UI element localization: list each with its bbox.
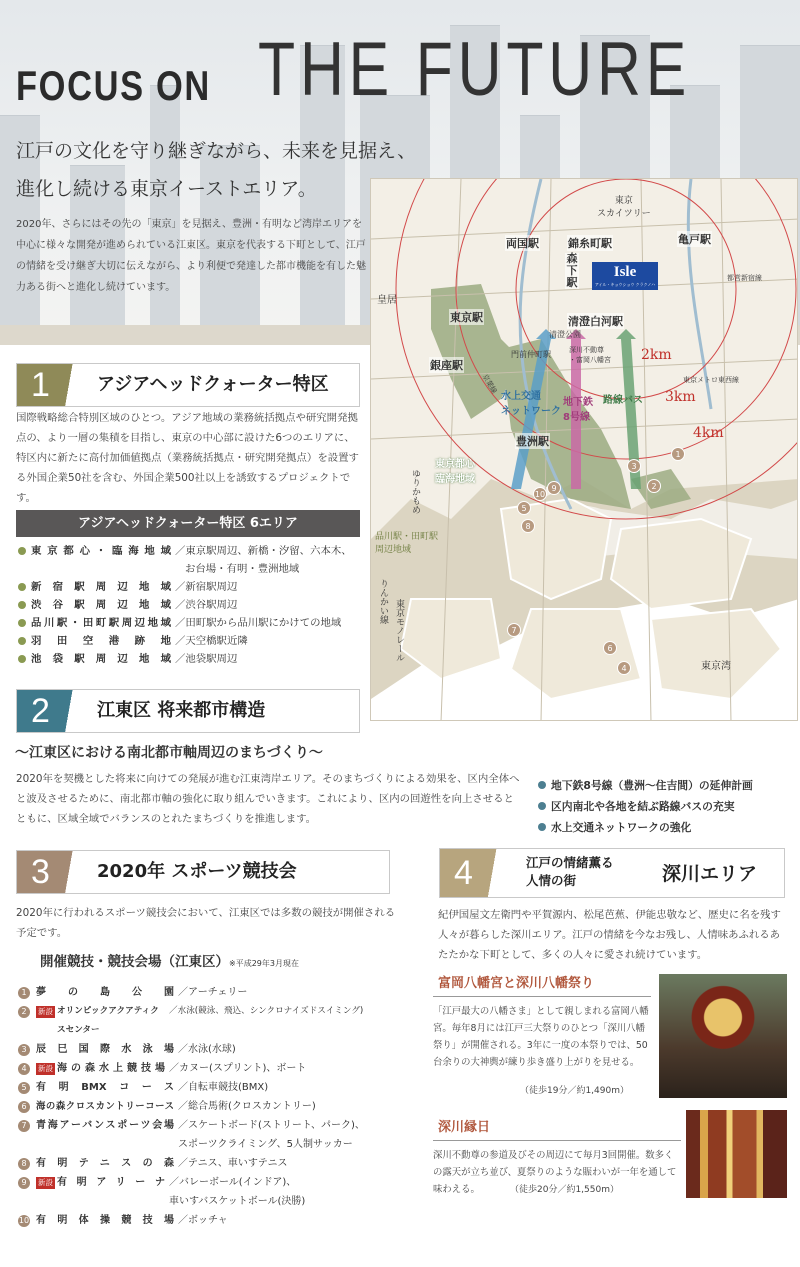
isle-property-marker [592, 262, 658, 290]
list-item: 水上交通ネットワークの強化 [538, 817, 753, 838]
section-2-bullets [538, 775, 753, 838]
new-badge: 新設 [38, 1178, 53, 1187]
label-kokyo: 皇居 [377, 295, 397, 306]
list-item: 4 新設 海の森水上競技場 ／カヌー(スプリント)、ボート [18, 1059, 378, 1078]
section-2-title: 江東区 将来都市構造 [97, 700, 266, 721]
list-item: 品川駅・田町駅周辺地域 ／田町駅から品川駅にかけての地域 [18, 614, 363, 632]
label-subway: 地下鉄 8号線 [563, 397, 593, 423]
venue-heading: 開催競技・競技会場（江東区）※平成29年3月現在 [40, 954, 299, 970]
list-item: 5 有明BMXコース ／自転車競技(BMX) [18, 1078, 378, 1097]
ennichi-body: 深川不動尊の参道及びその周辺にて毎月3回開催。数多くの露天が立ち並び、夏祭りのような賑わいが一年を通して味わえる。 [433, 1140, 681, 1198]
map-pin: 5 [517, 501, 531, 515]
map-pin: 3 [627, 459, 641, 473]
isle-logo-text: Isle [613, 264, 637, 280]
section-4-body: 紀伊国屋文左衛門や平賀源内、松尾芭蕉、伊能忠敬など、歴史に名を残す人々が暮らした深川エリア。江戸の情緒を今なお残し、人情味あふれるあたたかな下町として、多くの人々に愛され続けています。 [438, 909, 781, 961]
venue-list [18, 983, 378, 1230]
festival-photo [659, 974, 787, 1098]
label-monorail: 東京モノレール [394, 599, 404, 662]
list-item: 東京都心・臨海地域 ／東京駅周辺、新橋・汐留、六本木、 お台場・有明・豊洲地域 [18, 542, 363, 578]
ennichi-title: 深川縁日 [438, 1120, 491, 1135]
label-toei: 都営新宿線 [727, 274, 762, 282]
label-kiyosumi: 清澄白河駅 [568, 315, 623, 328]
label-morishita: 森下駅 [566, 252, 578, 289]
section-4-header [439, 848, 785, 898]
list-item: 新宿駅周辺地域 ／新宿駅周辺 [18, 578, 363, 596]
section-3-title: 2020年 スポーツ競技会 [97, 861, 297, 882]
label-skytree: 東京 スカイツリー [597, 196, 651, 219]
list-item: 6 海の森クロスカントリーコース ／総合馬術(クロスカントリー) [18, 1097, 378, 1116]
ennichi-walk: （徒歩20分／約1,550m） [510, 1185, 619, 1195]
label-bus: 路線バス [603, 395, 643, 406]
lead-line-1: 江戸の文化を守り継ぎながら、未来を見据え、 [16, 140, 417, 162]
new-badge: 新設 [38, 1007, 53, 1016]
section-2-subtitle: 〜江東区における南北都市軸周辺のまちづくり〜 [15, 745, 323, 761]
map-pin: 9 [547, 481, 561, 495]
list-item: 羽田空港跡地 ／天空橋駅近隣 [18, 632, 363, 650]
list-item: 渋谷駅周辺地域 ／渋谷駅周辺 [18, 596, 363, 614]
label-rinkai: 東京都心 臨海地域 [435, 459, 475, 485]
label-fudo: 深川不動尊 ・富岡八幡宮 [569, 346, 611, 364]
section-3-body: 2020年に行われるスポーツ競技会において、江東区では多数の競技が開催される予定です。 [16, 907, 396, 939]
section-4-title: 深川エリア [662, 863, 758, 885]
section-1-header [16, 363, 360, 407]
list-item: 9 新設 有明アリーナ ／バレーボール(インドア)、 車いすバスケットボール(決勝) [18, 1173, 378, 1211]
label-rinkaisen: りんかい線 [378, 579, 388, 624]
festival-walk: （徒歩19分／約1,490m） [520, 1086, 629, 1096]
section-2-body: 2020年を契機とした将来に向けての発展が進む江東湾岸エリア。そのまちづくりによる効果を、区内全体へと波及させるために、南北都市軸の強化に取り組んでいきます。これにより、区内の回遊性を向上させるとともに、区域全域でバランスのとれたまちづくりを推進します。 [16, 773, 520, 825]
label-shinagawa: 品川駅・田町駅 周辺地域 [375, 532, 439, 555]
list-item: 10 有明体操競技場 ／ボッチャ [18, 1215, 228, 1226]
ennichi-photo [686, 1110, 787, 1198]
map-pin: 8 [521, 519, 535, 533]
heading-the-future: THE FUTURE [258, 27, 692, 112]
festival-title: 富岡八幡宮と深川八幡祭り [438, 976, 595, 991]
heading-focus-on: FOCUS ON [16, 62, 211, 109]
list-item: 3 辰巳国際水泳場 ／水泳(水球) [18, 1040, 378, 1059]
section-3-header [16, 850, 390, 894]
section-2-number: 2 [17, 690, 79, 732]
intro-text: 2020年、さらにはその先の「東京」を見据え、豊洲・有明など湾岸エリアを中心に様々な開発が進められている江東区。東京を代表する下町として、江戸の情緒を受け継ぎ大切に伝えながら、より利便で発達した都市機能を有した魅力ある街へと進化し続けています。 [16, 219, 366, 293]
venue-note: ※平成29年3月現在 [229, 959, 299, 968]
label-tokyo: 東京駅 [450, 311, 483, 324]
list-item: 2 新設 オリンピックアクアティクスセンター ／水泳(競泳、飛込、シンクロナイズドスイミング) [18, 1002, 378, 1040]
list-item: 1 夢の島公園 ／アーチェリー [18, 983, 378, 1002]
ring-3km: 3km [665, 389, 696, 405]
list-item: 池袋駅周辺地域 ／池袋駅周辺 [18, 650, 363, 668]
list-item: 8 有明テニスの森 ／テニス、車いすテニス [18, 1154, 378, 1173]
section-2-header [16, 689, 360, 733]
new-badge: 新設 [38, 1064, 53, 1073]
label-yurikamome: ゆりかもめ [410, 469, 420, 514]
label-ginza: 銀座駅 [430, 359, 463, 372]
area-map [370, 178, 798, 721]
section-1-title: アジアヘッドクォーター特区 [97, 374, 329, 395]
map-pin: 1 [671, 447, 685, 461]
label-kinshicho: 錦糸町駅 [568, 237, 612, 250]
map-pin: 6 [603, 641, 617, 655]
lead-line-2: 進化し続ける東京イーストエリア。 [16, 178, 317, 200]
section-4-subtitle: 江戸の情緒薫る 人情の街 [526, 855, 614, 888]
label-kameido: 亀戸駅 [678, 233, 711, 246]
list-item: 7 青海アーバンスポーツ会場 ／スケートボード(ストリート、パーク)、 スポーツクライミング、5人制サッカー [18, 1116, 378, 1154]
section-3-number: 3 [17, 851, 79, 893]
label-water-network: 水上交通 ネットワーク [501, 391, 561, 417]
festival-body: 「江戸最大の八幡さま」として親しまれる富岡八幡宮。毎年8月には江戸三大祭りのひとつ「深川八幡祭り」が開催される。3年に一度の本祭りでは、50台余りの大神輿が練り歩き盛り上がりを見せる。 [433, 996, 651, 1071]
section-4-number: 4 [440, 849, 502, 897]
label-toyosu: 豊洲駅 [516, 435, 549, 448]
list-item: 地下鉄8号線（豊洲〜住吉間）の延伸計画 [538, 775, 753, 796]
section-1-body: 国際戦略総合特別区域のひとつ。アジア地域の業務統括拠点や研究開発拠点の、より一層の集積を目指し、東京の中心部に設けた6つのエリアに、特区内に新たに高付加価値拠点（業務統括拠点・研究開発拠点）を設置する外国企業50社を含む、外国企業500社以上を誘致するプロジェクトです。 [16, 412, 359, 504]
map-pin: 10 [533, 487, 547, 501]
label-monzen: 門前仲町駅 [511, 350, 551, 359]
map-pin: 4 [617, 661, 631, 675]
map-pin: 2 [647, 479, 661, 493]
label-bay: 東京湾 [701, 661, 731, 672]
hq-areas-bar: アジアヘッドクォーター特区 6エリア [16, 510, 360, 537]
hq-area-list [18, 542, 363, 668]
ring-4km: 4km [693, 425, 724, 441]
isle-logo-sub: アイル・キョウショウ クラクノハ [594, 282, 656, 287]
label-metro: 東京メトロ東西線 [683, 376, 739, 384]
ring-2km: 2km [641, 347, 672, 363]
list-item: 区内南北や各地を結ぶ路線バスの充実 [538, 796, 753, 817]
label-keiyo: 京葉線 [480, 372, 499, 396]
map-pin: 7 [507, 623, 521, 637]
label-kiyosumi-park: 清澄公園 [549, 330, 581, 339]
section-1-number: 1 [17, 364, 79, 406]
label-ryogoku: 両国駅 [506, 237, 539, 250]
